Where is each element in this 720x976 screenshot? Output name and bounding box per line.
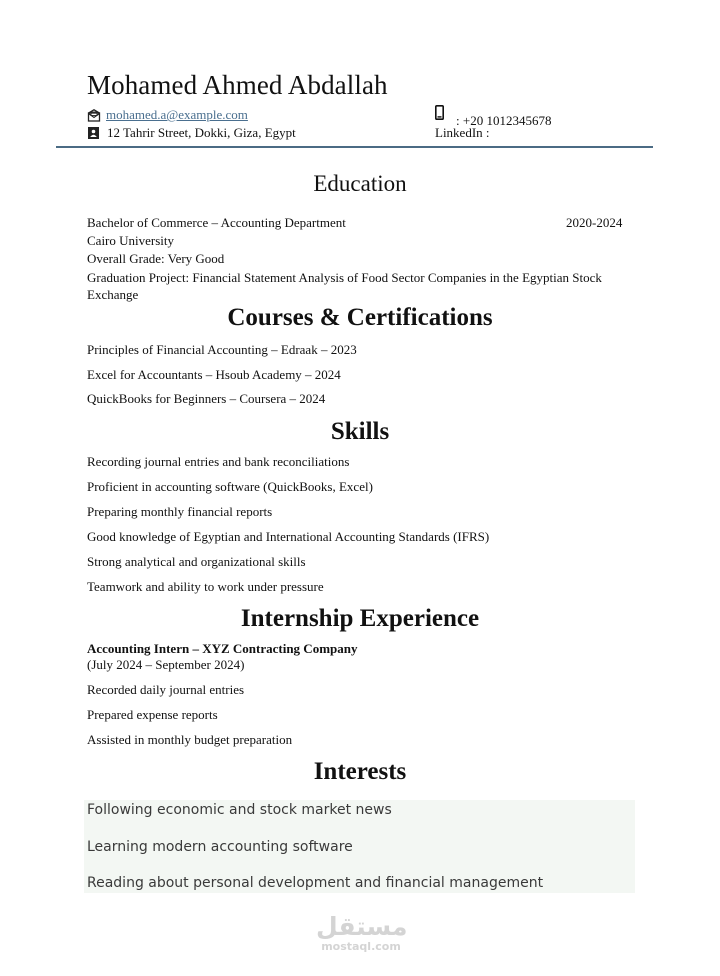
education-project: Graduation Project: Financial Statement Analysis of Food Sector Companies in the Egyptian Stock Exchange <box>87 270 602 302</box>
address-card-icon <box>88 127 99 139</box>
skills-heading: Skills <box>330 418 390 445</box>
email-icon <box>87 109 101 122</box>
skill-item: Recording journal entries and bank reconciliations <box>87 454 350 469</box>
mostaql-watermark <box>316 913 406 953</box>
address-contact <box>88 125 296 141</box>
candidate-name: Mohamed Ahmed Abdallah <box>87 70 388 100</box>
interest-item: Following economic and stock market news <box>87 802 392 818</box>
address-text: 12 Tahrir Street, Dokki, Giza, Egypt <box>107 125 296 140</box>
course-item: Excel for Accountants – Hsoub Academy – 2024 <box>87 367 341 382</box>
internship-heading: Internship Experience <box>240 605 480 632</box>
course-item: QuickBooks for Beginners – Coursera – 2024 <box>87 391 326 406</box>
education-heading: Education <box>313 171 407 196</box>
education-university: Cairo University <box>87 233 175 248</box>
internship-task: Prepared expense reports <box>87 707 218 722</box>
phone-icon <box>435 105 444 120</box>
watermark-logo: مستقل <box>316 912 408 941</box>
interest-item: Reading about personal development and financial management <box>87 875 544 891</box>
linkedin-text: LinkedIn : <box>435 125 490 140</box>
interest-item: Learning modern accounting software <box>87 839 353 855</box>
education-years: 2020-2024 <box>566 215 623 230</box>
internship-task: Recorded daily journal entries <box>87 682 245 697</box>
skill-item: Teamwork and ability to work under pressure <box>87 579 324 594</box>
linkedin-contact[interactable] <box>435 125 490 141</box>
internship-period: (July 2024 – September 2024) <box>87 657 245 672</box>
skill-item: Proficient in accounting software (QuickBooks, Excel) <box>87 479 373 494</box>
email-contact <box>87 107 248 123</box>
skill-item: Good knowledge of Egyptian and International Accounting Standards (IFRS) <box>87 529 490 544</box>
internship-position: Accounting Intern – XYZ Contracting Company <box>87 641 358 656</box>
skill-item: Strong analytical and organizational skills <box>87 554 306 569</box>
skill-item: Preparing monthly financial reports <box>87 504 273 519</box>
education-degree: Bachelor of Commerce – Accounting Department <box>87 215 346 230</box>
courses-heading: Courses & Certifications <box>227 304 493 331</box>
course-item: Principles of Financial Accounting – Edraak – 2023 <box>87 342 357 357</box>
phone-text: : +20 1012345678 <box>456 113 552 128</box>
email-link[interactable]: mohamed.a@example.com <box>106 107 248 122</box>
education-grade: Overall Grade: Very Good <box>87 251 225 266</box>
internship-task: Assisted in monthly budget preparation <box>87 732 293 747</box>
interests-heading: Interests <box>313 758 407 785</box>
header-divider <box>56 146 653 148</box>
watermark-domain: mostaql.com <box>321 940 401 953</box>
